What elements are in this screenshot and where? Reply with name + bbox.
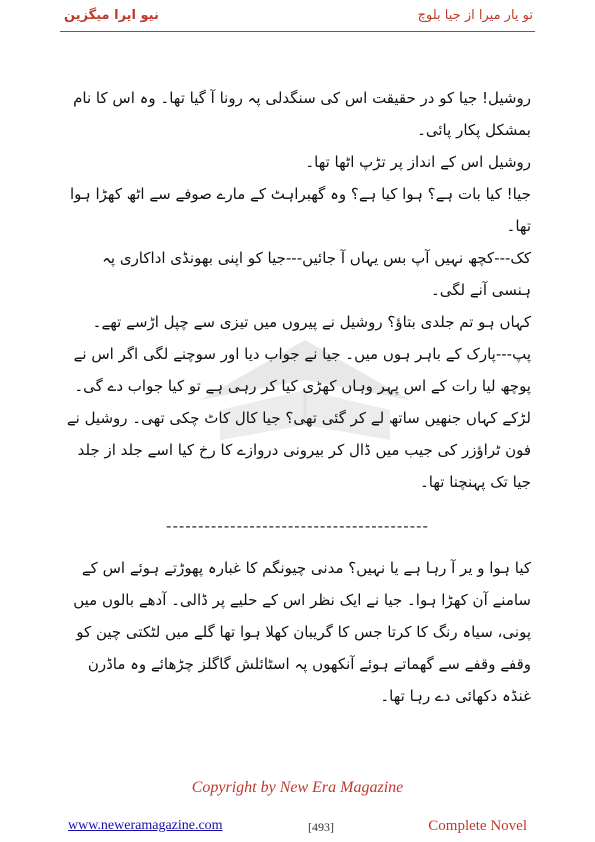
section-label: Complete Novel	[428, 818, 527, 834]
article-body	[64, 82, 531, 712]
paragraph: کہاں ہو تم جلدی بتاؤ؟ روشیل نے پیروں میں تیزی سے چپل اڑسے تھے۔	[92, 313, 531, 331]
page-number: [493]	[308, 820, 334, 834]
header-rule	[60, 31, 535, 32]
paragraph: روشیل! جیا کو در حقیقت اس کی سنگدلی پہ رونا آ گیا تھا۔ وہ اس کا نام بمشکل پکار پائی۔	[73, 89, 531, 139]
section-separator: -----------------------------------------	[166, 517, 429, 535]
copyright-notice: Copyright by New Era Magazine	[191, 779, 404, 796]
paragraph: کک---کچھ نہیں آپ بس یہاں آ جائیں---جیا کو اپنی بھونڈی اداکاری پہ ہنسی آنے لگی۔	[102, 249, 531, 299]
novel-title: تو یار میرا از جیا بلوچ	[417, 8, 533, 23]
paragraph: روشیل اس کے انداز پر تڑپ اٹھا تھا۔	[305, 153, 531, 171]
paragraph: پپ---پارک کے باہر ہوں میں۔ جیا نے جواب دیا اور سوچنے لگی اگر اس نے پوچھ لیا رات کے اس پہر وہاں کھڑی کیا کر رہی ہے تو کیا جواب دے گی۔	[73, 345, 531, 395]
website-link[interactable]: www.neweramagazine.com	[68, 818, 223, 833]
paragraph: کیا ہوا و یر آ رہا ہے یا نہیں؟ مدنی چیونگم کا غبارہ پھوڑتے ہوئے اس کے سامنے آن کھڑا ہوا۔ جیا نے ایک نظر اس کے حلیے پر ڈالی۔ آدھے بالوں میں پونی، سیاہ رنگ کا کرتا جس کا گریبان کھلا ہوا تھا گلے میں لٹکتی چین کو وقفے وقفے سے گھماتے ہوئے آنکھوں پہ اسٹائلش گاگلز چڑھائے وہ ماڈرن غنڈہ دکھائی دے رہا تھا۔	[73, 559, 531, 705]
paragraph: جیا! کیا بات ہے؟ ہوا کیا ہے؟ وہ گھبراہٹ کے مارے صوفے سے اٹھ کھڑا ہوا تھا۔	[69, 185, 531, 235]
page-footer	[68, 818, 527, 840]
paragraph: لڑکے کہاں جنھیں ساتھ لے کر گئی تھی؟ جیا کال کاٹ چکی تھی۔ روشیل نے فون ٹراؤزر کی جیب میں ڈال کر بیرونی دروازے کا رخ کیا اسے جلد از جلد جیا تک پہنچنا تھا۔	[66, 409, 531, 491]
magazine-name: نیو ایرا میگزین	[64, 8, 159, 23]
